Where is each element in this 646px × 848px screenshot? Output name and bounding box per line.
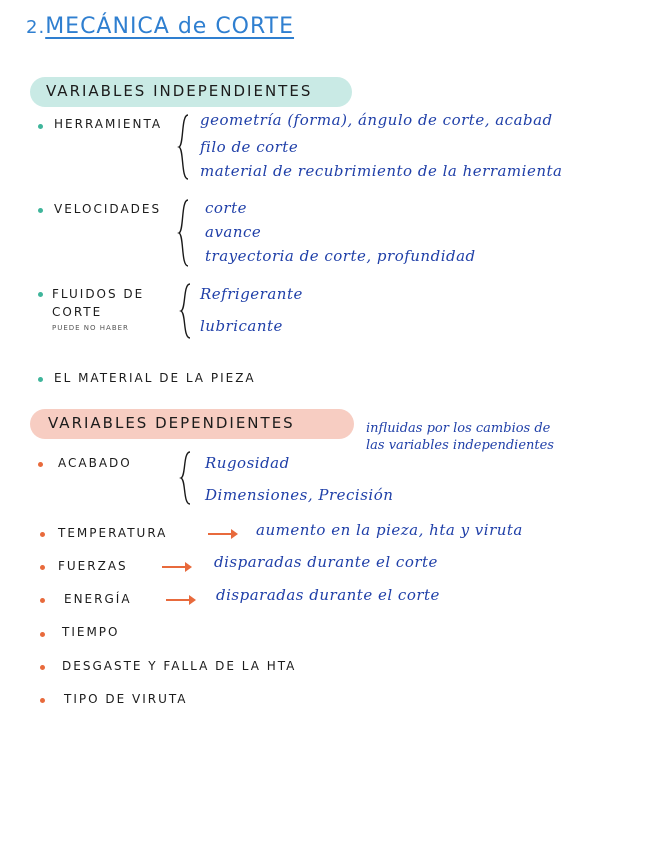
- fluidos-note: PUEDE NO HABER: [52, 324, 129, 332]
- dependent-note-1: influidas por los cambios de: [366, 421, 551, 436]
- velocidades-line-1: corte: [205, 199, 248, 217]
- herramienta-line-2: filo de corte: [200, 138, 299, 156]
- fuerzas-value: disparadas durante el corte: [214, 553, 438, 571]
- temperatura-label: TEMPERATURA: [58, 526, 168, 540]
- tiempo-label: TIEMPO: [62, 625, 120, 639]
- dependent-note-2: las variables independientes: [366, 438, 554, 453]
- bullet-icon: [40, 632, 45, 637]
- title-number: 2.: [26, 17, 46, 38]
- bullet-icon: [40, 665, 45, 670]
- velocidades-line-3: trayectoria de corte, profundidad: [205, 247, 476, 265]
- acabado-line-2: Dimensiones, Precisión: [205, 486, 394, 504]
- bullet-icon: [40, 698, 45, 703]
- desgaste-label: DESGASTE Y FALLA DE LA HTA: [62, 659, 297, 673]
- bullet-icon: [38, 208, 43, 213]
- title-text: MECÁNICA de CORTE: [45, 14, 295, 39]
- arrow-right-icon: [208, 533, 236, 535]
- herramienta-label: HERRAMIENTA: [54, 117, 163, 131]
- arrow-right-icon: [162, 566, 190, 568]
- viruta-label: TIPO DE VIRUTA: [64, 692, 188, 706]
- fuerzas-label: FUERZAS: [58, 559, 128, 573]
- material-label: EL MATERIAL DE LA PIEZA: [54, 371, 256, 385]
- brace-icon: [176, 198, 192, 268]
- bullet-icon: [40, 598, 45, 603]
- velocidades-line-2: avance: [205, 223, 262, 241]
- energia-value: disparadas durante el corte: [216, 586, 440, 604]
- dependent-heading: VARIABLES DEPENDIENTES: [48, 414, 295, 432]
- fluidos-label-1: FLUIDOS DE: [52, 287, 145, 301]
- bullet-icon: [38, 377, 43, 382]
- energia-label: ENERGÍA: [64, 592, 132, 606]
- bullet-icon: [40, 565, 45, 570]
- bullet-icon: [38, 292, 43, 297]
- brace-icon: [178, 450, 194, 506]
- brace-icon: [178, 282, 194, 340]
- bullet-icon: [38, 462, 43, 467]
- temperatura-value: aumento en la pieza, hta y viruta: [256, 521, 523, 539]
- page-title: [26, 14, 294, 39]
- herramienta-line-1: geometría (forma), ángulo de corte, acabad: [200, 111, 553, 129]
- acabado-line-1: Rugosidad: [205, 454, 290, 472]
- bullet-icon: [40, 532, 45, 537]
- brace-icon: [176, 113, 192, 181]
- arrow-right-icon: [166, 599, 194, 601]
- fluidos-label-2: CORTE: [52, 305, 103, 319]
- bullet-icon: [38, 124, 43, 129]
- fluidos-line-1: Refrigerante: [200, 285, 303, 303]
- acabado-label: ACABADO: [58, 456, 132, 470]
- independent-heading: VARIABLES INDEPENDIENTES: [46, 82, 313, 100]
- fluidos-line-2: lubricante: [200, 317, 283, 335]
- herramienta-line-3: material de recubrimiento de la herramienta: [200, 162, 563, 180]
- velocidades-label: VELOCIDADES: [54, 202, 162, 216]
